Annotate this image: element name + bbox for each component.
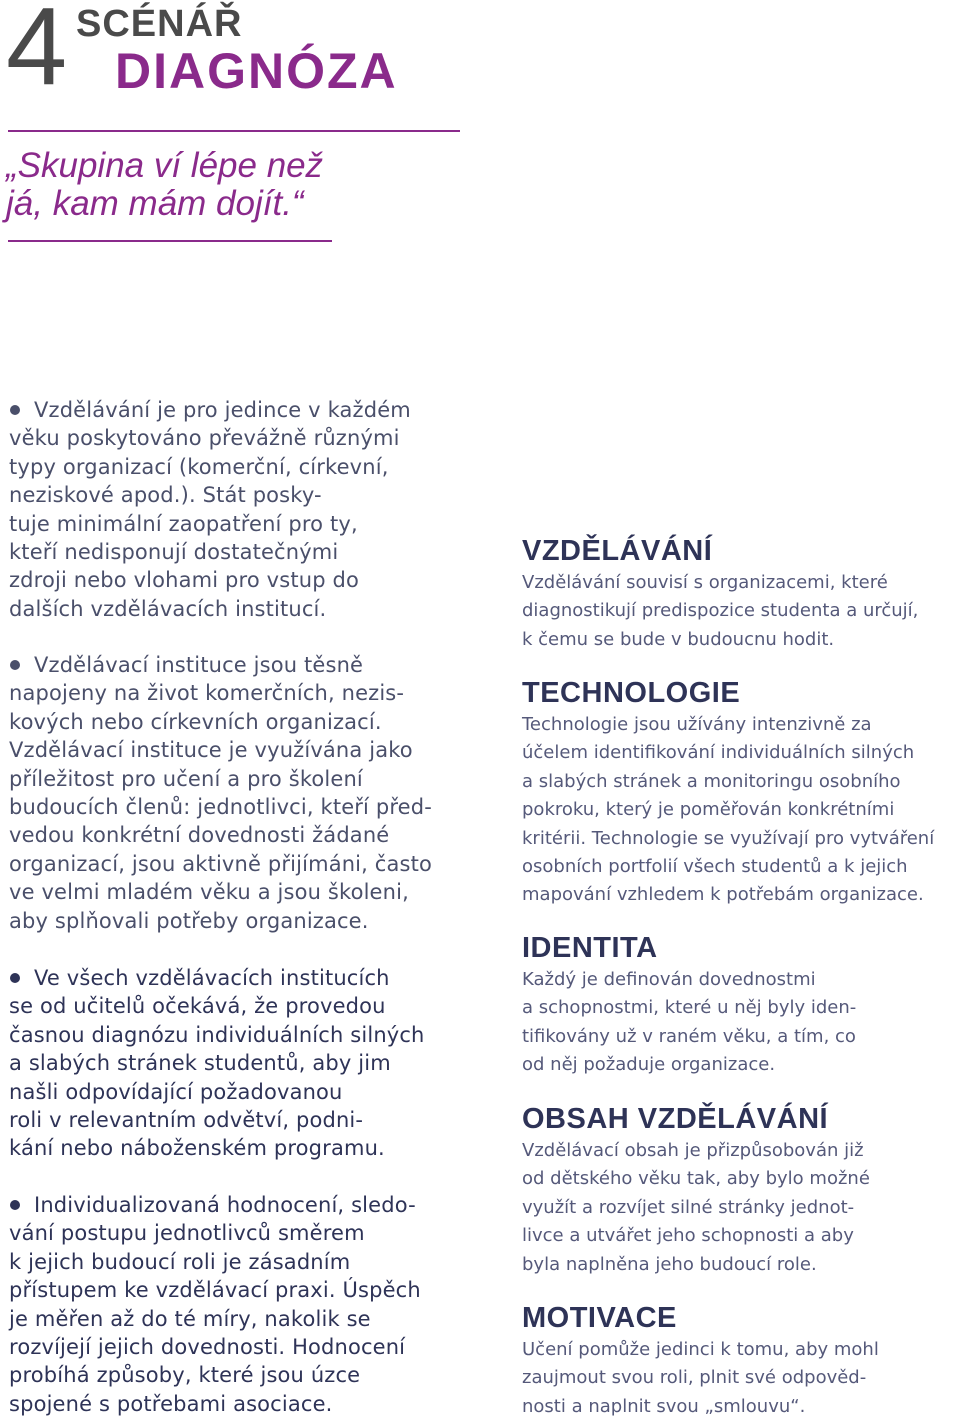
paragraph-line: typy organizací (komerční, církevní, [9,454,389,479]
section-identita [522,932,958,1080]
section-line: a schopnostmi, které u něj byly iden- [522,997,857,1019]
paragraph-line: zdroji nebo vlohami pro vstup do [9,568,359,593]
section-line: od dětského věku tak, aby bylo možné [522,1168,870,1190]
section-heading: TECHNOLOGIE [522,677,741,709]
paragraph-line: Ve všech vzdělávacích institucích [34,966,390,990]
paragraph-line: je měřen až do té míry, nakolik se [9,1306,371,1331]
paragraph-line: věku poskytováno převážně různými [9,426,400,451]
paragraph-line: spojené s potřebami asociace. [9,1391,333,1416]
pull-quote [6,147,366,223]
section-line: kritérii. Technologie se využívají pro vytváření [522,827,935,849]
section-heading: MOTIVACE [522,1302,677,1334]
section-line: Technologie jsou užívány intenzivně za [522,714,872,735]
paragraph-line: a slabých stránek studentů, aby jim [9,1051,391,1076]
paragraph-line: roli v relevantním odvětví, podni- [9,1108,364,1133]
section-line: osobních portfolií všech studentů a k jejich [522,856,908,878]
paragraph-line: Vzdělávání je pro jedince v každém [34,398,411,422]
paragraph-line: příležitost pro učení a pro školení [9,766,363,791]
paragraph-line: napojeny na život komerčních, nezis- [9,681,405,706]
quote-divider [8,240,332,242]
section-line: Každý je definován dovednostmi [522,969,816,990]
section-heading: OBSAH VZDĚLÁVÁNÍ [522,1103,829,1135]
section-vzdelavani [522,535,958,654]
paragraph-line: probíhá způsoby, které jsou úzce [9,1363,361,1388]
paragraph-line: Vzdělávací instituce jsou těsně [34,653,364,677]
top-divider [8,130,460,132]
section-motivace [522,1302,958,1421]
scenario-number: 4 [6,0,64,108]
quote-line: „Skupina ví lépe než [6,146,324,185]
paragraph-line: Vzdělávací instituce je využívána jako [9,738,413,763]
paragraph-line: tuje minimální zaopatření pro ty, [9,511,358,536]
section-obsah-vzdelavani [522,1103,958,1279]
paragraph-line: neziskové apod.). Stát posky- [9,483,322,508]
paragraph-line: se od učitelů očekává, že provedou [9,994,386,1019]
section-heading: IDENTITA [522,932,658,964]
section-line: a slabých stránek a monitoringu osobního [522,770,901,792]
paragraph-line: vání postupu jednotlivců směrem [9,1221,365,1246]
section-line: od něj požaduje organizace. [522,1054,776,1076]
section-line: zaujmout svou roli, plnit své odpověd- [522,1367,867,1389]
bullet-paragraph [9,1191,459,1418]
section-technologie [522,677,958,910]
scenario-title: DIAGNÓZA [115,43,398,99]
section-line: mapování vzhledem k potřebám organizace. [522,884,924,906]
paragraph-line: dalších vzdělávacích institucí. [9,596,327,621]
section-line: nosti a naplnit svou „smlouvu“. [522,1395,806,1417]
section-heading: VZDĚLÁVÁNÍ [522,535,713,567]
bullet-paragraph [9,964,459,1163]
section-line: pokroku, který je poměřován konkrétními [522,799,895,821]
bullet-paragraph [9,651,459,935]
paragraph-line: Individualizovaná hodnocení, sledo- [34,1193,416,1217]
quote-line: já, kam mám dojít.“ [6,184,304,223]
section-line: livce a utvářet jeho schopnosti a aby [522,1225,854,1247]
section-line: účelem identifikování individuálních silných [522,742,915,764]
scenario-kicker: SCÉNÁŘ [76,3,243,45]
section-line: byla naplněna jeho budoucí role. [522,1253,817,1275]
bullet-icon [10,1200,20,1210]
section-line: tifikovány už v raném věku, a tím, co [522,1025,856,1047]
paragraph-line: našli odpovídající požadovanou [9,1079,343,1104]
bullet-icon [10,405,20,415]
bullet-paragraph [9,396,459,623]
bullet-icon [10,660,20,670]
paragraph-line: aby splňovali potřeby organizace. [9,908,369,933]
section-line: Vzdělávání souvisí s organizacemi, které [522,572,888,593]
section-line: Učení pomůže jedinci k tomu, aby mohl [522,1339,879,1360]
section-line: Vzdělávací obsah je přizpůsobován již [522,1140,864,1161]
section-line: k čemu se bude v budoucnu hodit. [522,628,835,650]
bullet-icon [10,973,20,983]
paragraph-line: vedou konkrétní dovednosti žádané [9,823,390,848]
paragraph-line: k jejich budoucí roli je zásadním [9,1249,351,1274]
paragraph-line: organizací, jsou aktivně přijímáni, často [9,851,432,876]
paragraph-line: kových nebo církevních organizací. [9,709,382,734]
paragraph-line: rozvíjejí jejich dovednosti. Hodnocení [9,1335,406,1360]
paragraph-line: budoucích členů: jednotlivci, kteří před- [9,795,432,820]
section-line: využít a rozvíjet silné stránky jednot- [522,1196,855,1218]
paragraph-line: ve velmi mladém věku a jsou školeni, [9,880,409,905]
paragraph-line: časnou diagnózu individuálních silných [9,1022,425,1047]
section-line: diagnostikují predispozice studenta a určují, [522,600,919,622]
paragraph-line: kteří nedisponují dostatečnými [9,540,339,565]
paragraph-line: kání nebo náboženském programu. [9,1136,385,1161]
paragraph-line: přístupem ke vzdělávací praxi. Úspěch [9,1278,421,1303]
